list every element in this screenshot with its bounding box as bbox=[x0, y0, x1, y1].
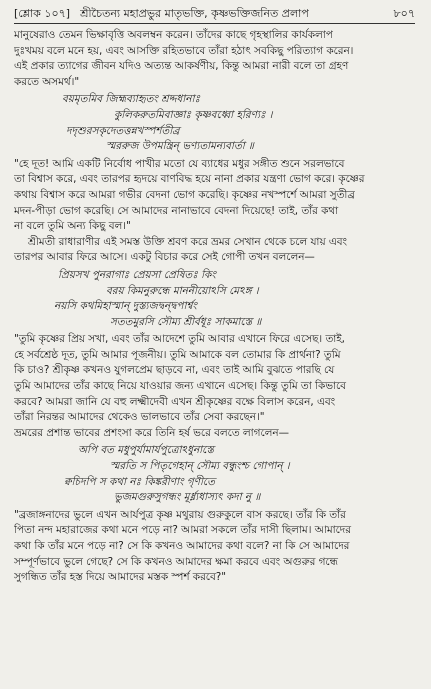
text-line: "হে দূত! আমি একটি নির্বোধ পাখীর মতো যে ব্যাধের মধুর সঙ্গীত শুনে সরলভাবে bbox=[14, 157, 345, 170]
sanskrit-verse-2 bbox=[14, 268, 415, 330]
verse-line: বরয় কিমনুরুন্ধে মাননীয়োঽসি মেঽঙ্গ । bbox=[106, 284, 259, 297]
text-line: পিতা নন্দ মহারাজের কথা মনে পড়ে না? আমরা সকলে তাঁর দাসী ছিলাম। আমাদের bbox=[14, 524, 351, 537]
text-line: সম্পূর্ণভাবে ভুলে গেছে? সে কি কখনও আমাদের ক্ষমা করবে এবং অগুরুর গন্ধে bbox=[14, 555, 338, 568]
verse-line: অপি বত মধুপুর্যামার্যপুত্রোঽধুনাস্তে bbox=[78, 444, 214, 457]
text-line: এই প্রকার ত্যাগের জীবন যদিও অত্যন্ত আকর্ষণীয়, কিন্তু আমরা নারী বলে তা গ্রহণ bbox=[14, 60, 349, 73]
text-line: কথা কি তাঁর মনে পড়ে না? সে কি কখনও আমাদের কথা বলে? না কি সে আমাদের bbox=[14, 540, 350, 552]
paragraph-2 bbox=[14, 157, 415, 235]
text-line: কি চাও? শ্রীকৃষ্ণ কখনও যুগলপ্রেম ছাড়বে না, এবং তাই আমি বুঝতে পারছি যে bbox=[14, 364, 335, 377]
text-line: তা বিশ্বাস করে, এবং তারপর হৃদয়ে বাণবিদ্ধ হয়ে নানা প্রকার যন্ত্রণা ভোগ করে। কৃষ্ণের bbox=[14, 173, 365, 186]
text-line: তাঁরা নিরন্তর আমাদের থেকেও ভালভাবে তাঁর সেবা করছেন।" bbox=[14, 411, 265, 424]
verse-line: ভুজমগুরুসুগন্ধং মূর্ধ্ন্যধাস্যৎ কদা নু ॥ bbox=[114, 491, 261, 504]
running-title: শ্রীচৈতন্য মহাপ্রভুর মাতৃভক্তি, কৃষ্ণভক্তিজনিত প্রলাপ bbox=[80, 7, 309, 20]
text-line: তুমি আমাদের তাঁর কাছে নিয়ে যাওয়ার জন্য এখানে এসেছ। কিন্তু তুমি তা কিভাবে bbox=[14, 380, 346, 393]
text-line: মানুষেরাও তেমন ভিক্ষাবৃত্তি অবলম্বন করেন। তাঁদের কাছে গৃহস্থালির কার্যকলাপ bbox=[14, 29, 333, 41]
text-line: "তুমি কৃষ্ণের প্রিয় সখা, এবং তাঁর আদেশে তুমি আবার এখানে ফিরে এসেছ। তাই, bbox=[14, 333, 345, 346]
paragraph-6 bbox=[14, 508, 415, 586]
verse-line: নয়সি কথমিহাস্মান্ দুস্ত্যজদ্বন্দ্বপার্শ্বং bbox=[54, 300, 197, 313]
verse-line: স্মররুজ উপমন্ত্রিন্ ভণ্যতামন্যবার্তা ॥ bbox=[106, 140, 254, 153]
paragraph-1 bbox=[14, 28, 415, 90]
verse-line: সততমুরসি সৌম্য শ্রীর্বধূঃ সাকমাস্তে ॥ bbox=[110, 315, 262, 328]
text-line: না বলে তুমি অন্য কিছু বল।" bbox=[14, 220, 131, 233]
verse-reference: [শ্লোক ১০৭] bbox=[14, 7, 71, 20]
page-number: ৮০৭ bbox=[393, 7, 415, 20]
sanskrit-verse-3 bbox=[14, 443, 415, 505]
verse-line: দদৃশুরসকৃদেতত্তন্নখস্পর্শতীব্র bbox=[66, 124, 180, 137]
verse-line: কুলিকরুতমিবাজ্ঞাঃ কৃষ্ণবধ্বো হরিণ্যঃ । bbox=[114, 108, 273, 121]
text-line: "ব্রজাঙ্গনাদের ভুলে এখন আর্যপুত্র কৃষ্ণ মথুরায় গুরুকুলে বাস করছে। তাঁর কি তাঁর bbox=[14, 508, 346, 521]
paragraph-3 bbox=[14, 235, 415, 266]
text-line: মদন-পীড়া ভোগ করেছি। সে আমাদের নানাভাবে বেদনা দিয়েছে! তাই, তাঁর কথা bbox=[14, 204, 339, 217]
text-line: কথায় বিশ্বাস করে আমরা গভীর বেদনা ভোগ করেছি। কৃষ্ণের নখস্পর্শে আমরা সুতীব্র bbox=[14, 188, 355, 201]
paragraph-5 bbox=[14, 426, 415, 442]
text-line: সুগন্ধিত তাঁর হস্ত দিয়ে আমাদের মস্তক স্পর্শ করবে?" bbox=[14, 571, 227, 584]
text-line: শ্রীমতী রাধারাণীর এই সমস্ত উক্তি শ্রবণ করে ভ্রমর সেখান থেকে চলে যায় এবং bbox=[28, 235, 348, 248]
verse-line: ক্বচিদপি স কথা নঃ কিঙ্করীণাং গৃণীতে bbox=[64, 475, 215, 488]
text-line: করতে অসমর্থ।" bbox=[14, 75, 80, 88]
text-line: দুঃখময় বলে মনে হয়, এবং আসক্তি রহিতভাবে তাঁরা হঠাৎ সবকিছু পরিত্যাগ করেন। bbox=[14, 44, 354, 57]
verse-line: বয়মৃতমিব জিহ্মব্যাহৃতং শ্রদ্দধানাঃ bbox=[62, 93, 200, 106]
paragraph-4 bbox=[14, 332, 415, 426]
sanskrit-verse-1 bbox=[14, 92, 415, 154]
verse-line: প্রিয়সখ পুনরাগাঃ প্রেয়সা প্রেষিতঃ কিং bbox=[58, 268, 216, 281]
text-line: করবে? আমরা জানি যে বহু লক্ষ্মীদেবী এখন শ্রীকৃষ্ণের বক্ষে বিলাস করেন, এবং bbox=[14, 395, 336, 408]
page-header bbox=[14, 6, 415, 24]
verse-line: স্মরতি স পিতৃগেহান্ সৌম্য বন্ধুংশ্চ গোপান্ । bbox=[110, 460, 290, 473]
text-line: হে সর্বশ্রেষ্ঠ দূত, তুমি আমার পূজনীয়। তুমি আমাকে বল তোমার কি প্রার্থনা? তুমি bbox=[14, 348, 341, 361]
text-line: ভ্রমরের প্রশান্ত ভাবের প্রশংসা করে তিনি হর্ষ ভরে বলতে লাগলেন— bbox=[14, 426, 289, 439]
text-line: তারপর আবার ফিরে আসে। একটু বিচার করে সেই গোপী তখন বললেন— bbox=[14, 251, 315, 264]
